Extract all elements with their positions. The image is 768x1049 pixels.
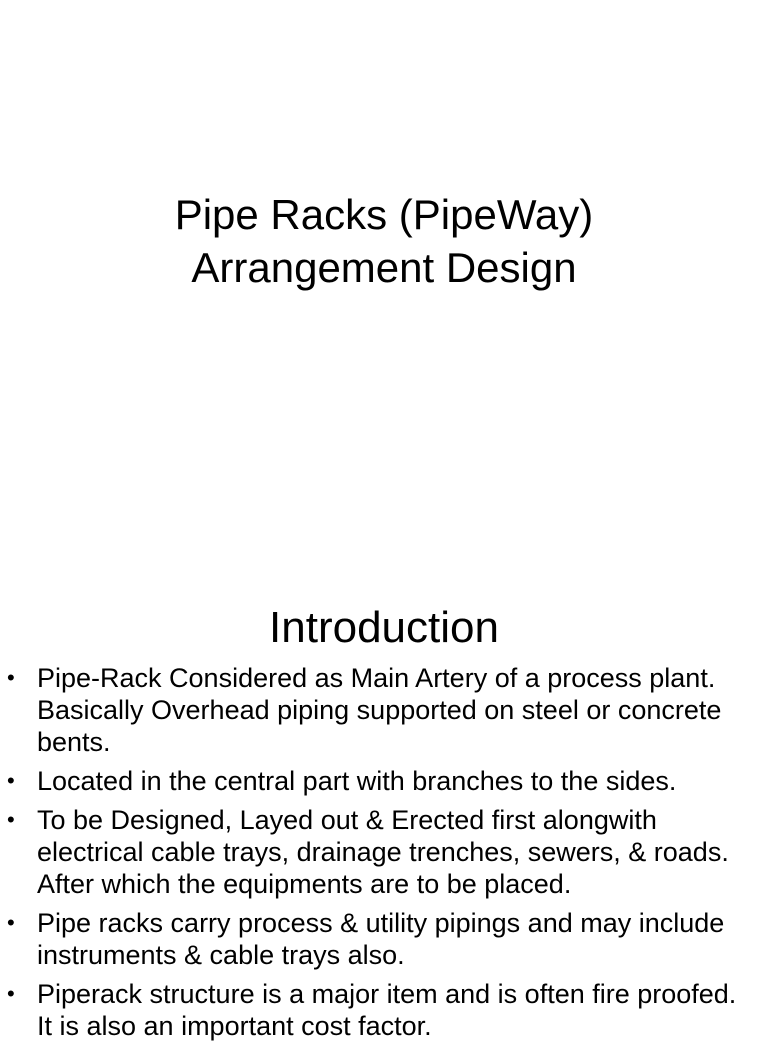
bullet-text: Located in the central part with branches to the sides. [37, 766, 677, 796]
bullet-text: Pipe-Rack Considered as Main Artery of a process plant. Basically Overhead piping supported on steel or concrete bents. [37, 663, 722, 757]
slide-title-line-2: Arrangement Design [191, 244, 577, 291]
bullet-list [0, 662, 768, 1049]
slide-title-line-1: Pipe Racks (PipeWay) [174, 191, 594, 238]
bullet-icon: • [7, 768, 15, 793]
bullet-text: Pipe racks carry process & utility pipings and may include instruments & cable trays also. [37, 908, 725, 970]
bullet-item [0, 907, 768, 971]
bullet-item [0, 765, 768, 797]
bullet-item [0, 978, 768, 1042]
bullet-text: To be Designed, Layed out & Erected first alongwith electrical cable trays, drainage trenches, sewers, & roads. After which the equipments are to be placed. [37, 805, 729, 899]
bullet-text: Piperack structure is a major item and is often fire proofed. It is also an important cost factor. [37, 979, 737, 1041]
bullet-icon: • [7, 910, 15, 935]
bullet-item [0, 804, 768, 900]
bullet-icon: • [7, 981, 15, 1006]
bullet-item [0, 662, 768, 758]
introduction-heading: Introduction [269, 603, 499, 652]
bullet-icon: • [7, 665, 15, 690]
bullet-icon: • [7, 807, 15, 832]
slide-title [0, 188, 768, 294]
